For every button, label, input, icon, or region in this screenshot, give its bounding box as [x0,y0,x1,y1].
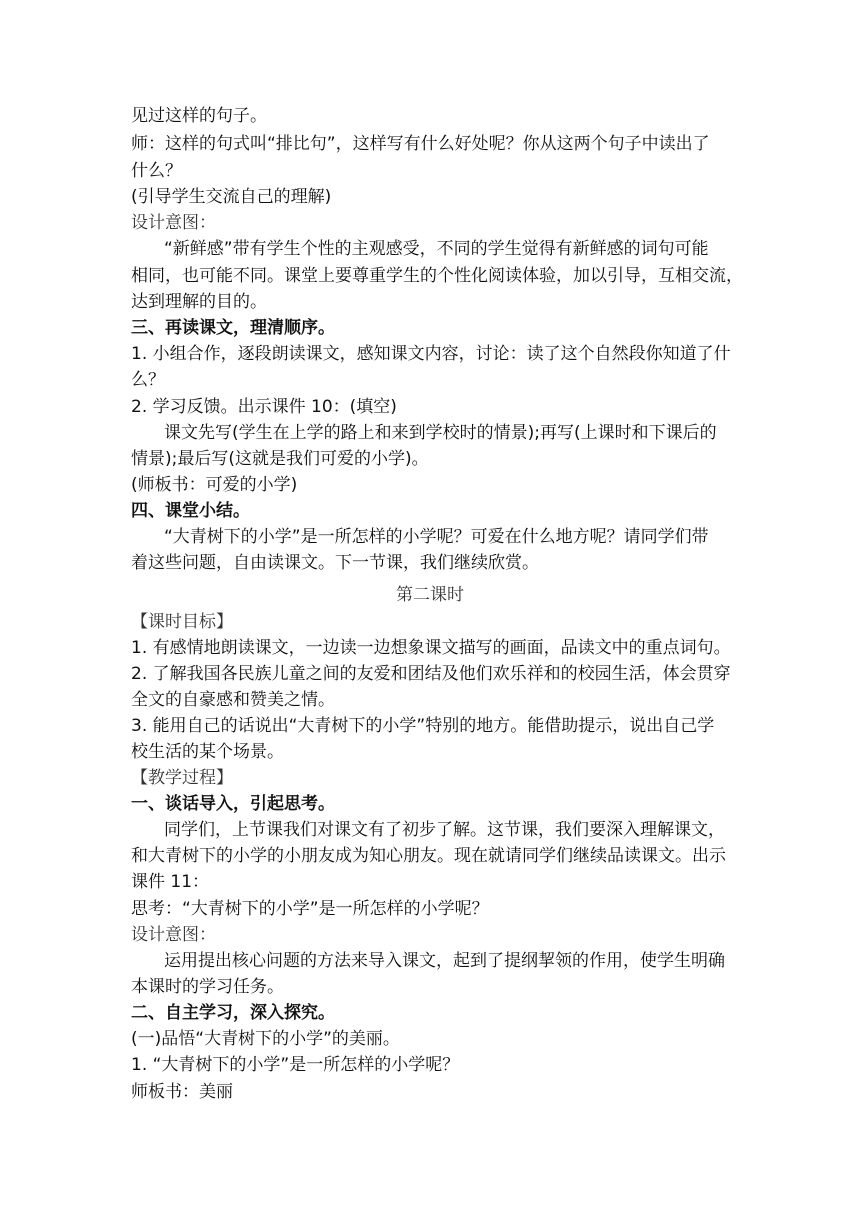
text-line: 全文的自豪感和赞美之情。 [131,690,335,710]
section-heading: 二、自主学习，深入探究。 [131,1003,335,1023]
design-intent-label: 设计意图： [131,925,216,945]
text-line: (师板书：可爱的小学) [131,475,298,495]
text-line: 思考：“大青树下的小学”是一所怎样的小学呢？ [131,899,489,919]
list-item: 2. 学习反馈。出示课件 10：(填空) [131,397,397,417]
text-line: 达到理解的目的。 [131,292,267,312]
text-line: 么？ [131,370,165,390]
lesson-title: 第二课时 [396,585,464,605]
text-line: 师板书：美丽 [131,1082,233,1102]
section-heading: 四、课堂小结。 [131,501,250,521]
text-line: “大青树下的小学”是一所怎样的小学呢？可爱在什么地方呢？请同学们带 [164,527,709,547]
text-line: 课文先写(学生在上学的路上和来到学校时的情景);再写(上课时和下课后的 [164,423,717,443]
text-line: 校生活的某个场景。 [131,742,284,762]
design-intent-label: 设计意图： [131,213,216,233]
text-line: 课件 11： [131,872,210,892]
objectives-heading: 【课时目标】 [131,612,233,632]
text-line: 见过这样的句子。 [131,106,267,126]
text-line: 同学们，上节课我们对课文有了初步了解。这节课，我们要深入理解课文， [164,820,725,840]
text-line: “新鲜感”带有学生个性的主观感受，不同的学生觉得有新鲜感的词句可能 [164,239,709,259]
text-line: 本课时的学习任务。 [131,977,284,997]
text-line: 和大青树下的小学的小朋友成为知心朋友。现在就请同学们继续品读课文。出示 [131,846,726,866]
text-line: 着这些问题，自由读课文。下一节课，我们继续欣赏。 [131,553,539,573]
section-heading: 三、再读课文，理清顺序。 [131,318,335,338]
text-line: 相同，也可能不同。课堂上要尊重学生的个性化阅读体验，加以引导，互相交流， [131,266,743,286]
text-line: (引导学生交流自己的理解) [131,187,332,207]
list-item: 3. 能用自己的话说出“大青树下的小学”特别的地方。能借助提示，说出自己学 [131,716,715,736]
list-item: 1. 小组合作，逐段朗读课文，感知课文内容，讨论：读了这个自然段你知道了什 [131,344,731,364]
list-item: 1. 有感情地朗读课文，一边读一边想象课文描写的画面，品读文中的重点词句。 [131,638,731,658]
list-item: 2. 了解我国各民族儿童之间的友爱和团结及他们欢乐祥和的校园生活，体会贯穿 [131,664,731,684]
text-line: (一)品悟“大青树下的小学”的美丽。 [131,1029,400,1049]
process-heading: 【教学过程】 [131,768,233,788]
section-heading: 一、谈话导入，引起思考。 [131,794,335,814]
text-line: 师：这样的句式叫“排比句”，这样写有什么好处呢？你从这两个句子中读出了 [131,134,710,154]
text-line: 情景);最后写(这就是我们可爱的小学)。 [131,449,429,469]
text-line: 运用提出核心问题的方法来导入课文，起到了提纲挈领的作用，使学生明确 [164,951,725,971]
list-item: 1. “大青树下的小学”是一所怎样的小学呢？ [131,1055,460,1075]
text-line: 什么？ [131,161,182,181]
